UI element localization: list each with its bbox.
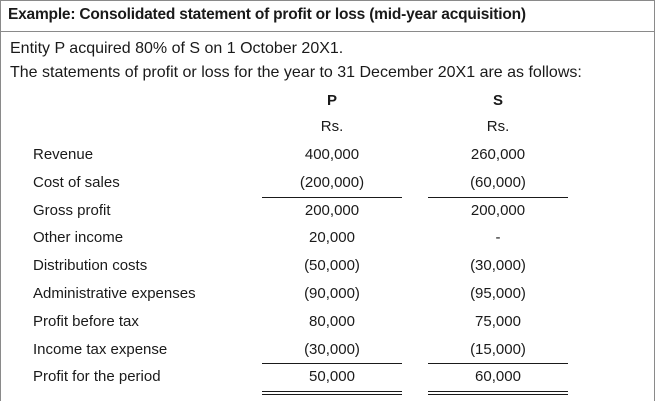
row-label-cost-of-sales: Cost of sales bbox=[33, 174, 120, 191]
title-bar bbox=[0, 0, 655, 32]
subtotal-rule-p bbox=[262, 197, 402, 198]
cell-p-profit-before-tax: 80,000 bbox=[309, 313, 355, 330]
row-label-revenue: Revenue bbox=[33, 146, 94, 163]
cell-s-gross-profit: 200,000 bbox=[470, 202, 526, 219]
cell-s-profit-before-tax: 75,000 bbox=[475, 313, 521, 330]
column-header-p: P bbox=[326, 92, 337, 109]
intro-statement-line: The statements of profit or loss for the year to 31 December 20X1 are as follows: bbox=[10, 64, 582, 81]
cell-p-distribution-costs: (50,000) bbox=[304, 257, 360, 274]
row-label-gross-profit: Gross profit bbox=[33, 202, 111, 219]
subtotal-rule-s bbox=[428, 197, 568, 198]
row-label-income-tax-expense: Income tax expense bbox=[33, 341, 168, 358]
intro-acquisition-line: Entity P acquired 80% of S on 1 October 20X1. bbox=[10, 40, 344, 57]
cell-s-revenue: 260,000 bbox=[470, 146, 526, 163]
cell-p-income-tax-expense: (30,000) bbox=[304, 341, 360, 358]
row-label-administrative-expenses: Administrative expenses bbox=[33, 285, 196, 302]
currency-header-s: Rs. bbox=[486, 118, 510, 135]
cell-s-cost-of-sales: (60,000) bbox=[470, 174, 526, 191]
total-double-rule-1-s bbox=[428, 391, 568, 392]
cell-p-cost-of-sales: (200,000) bbox=[299, 174, 365, 191]
cell-s-profit-for-the-period: 60,000 bbox=[475, 368, 521, 385]
cell-p-profit-for-the-period: 50,000 bbox=[309, 368, 355, 385]
row-label-other-income: Other income bbox=[33, 229, 124, 246]
total-double-rule-1-p bbox=[262, 391, 402, 392]
row-label-distribution-costs: Distribution costs bbox=[33, 257, 148, 274]
total-double-rule-2-p bbox=[262, 394, 402, 395]
total-rule-top-s bbox=[428, 363, 568, 364]
cell-p-gross-profit: 200,000 bbox=[304, 202, 360, 219]
cell-s-other-income: - bbox=[495, 229, 501, 246]
cell-s-income-tax-expense: (15,000) bbox=[470, 341, 526, 358]
cell-s-administrative-expenses: (95,000) bbox=[470, 285, 526, 302]
cell-p-other-income: 20,000 bbox=[309, 229, 355, 246]
cell-p-administrative-expenses: (90,000) bbox=[304, 285, 360, 302]
row-label-profit-for-the-period: Profit for the period bbox=[33, 368, 161, 385]
cell-p-revenue: 400,000 bbox=[304, 146, 360, 163]
currency-header-p: Rs. bbox=[320, 118, 344, 135]
document-title: Example: Consolidated statement of profit or loss (mid-year acquisition) bbox=[8, 6, 526, 23]
total-double-rule-2-s bbox=[428, 394, 568, 395]
cell-s-distribution-costs: (30,000) bbox=[470, 257, 526, 274]
column-header-s: S bbox=[492, 92, 503, 109]
row-label-profit-before-tax: Profit before tax bbox=[33, 313, 139, 330]
total-rule-top-p bbox=[262, 363, 402, 364]
